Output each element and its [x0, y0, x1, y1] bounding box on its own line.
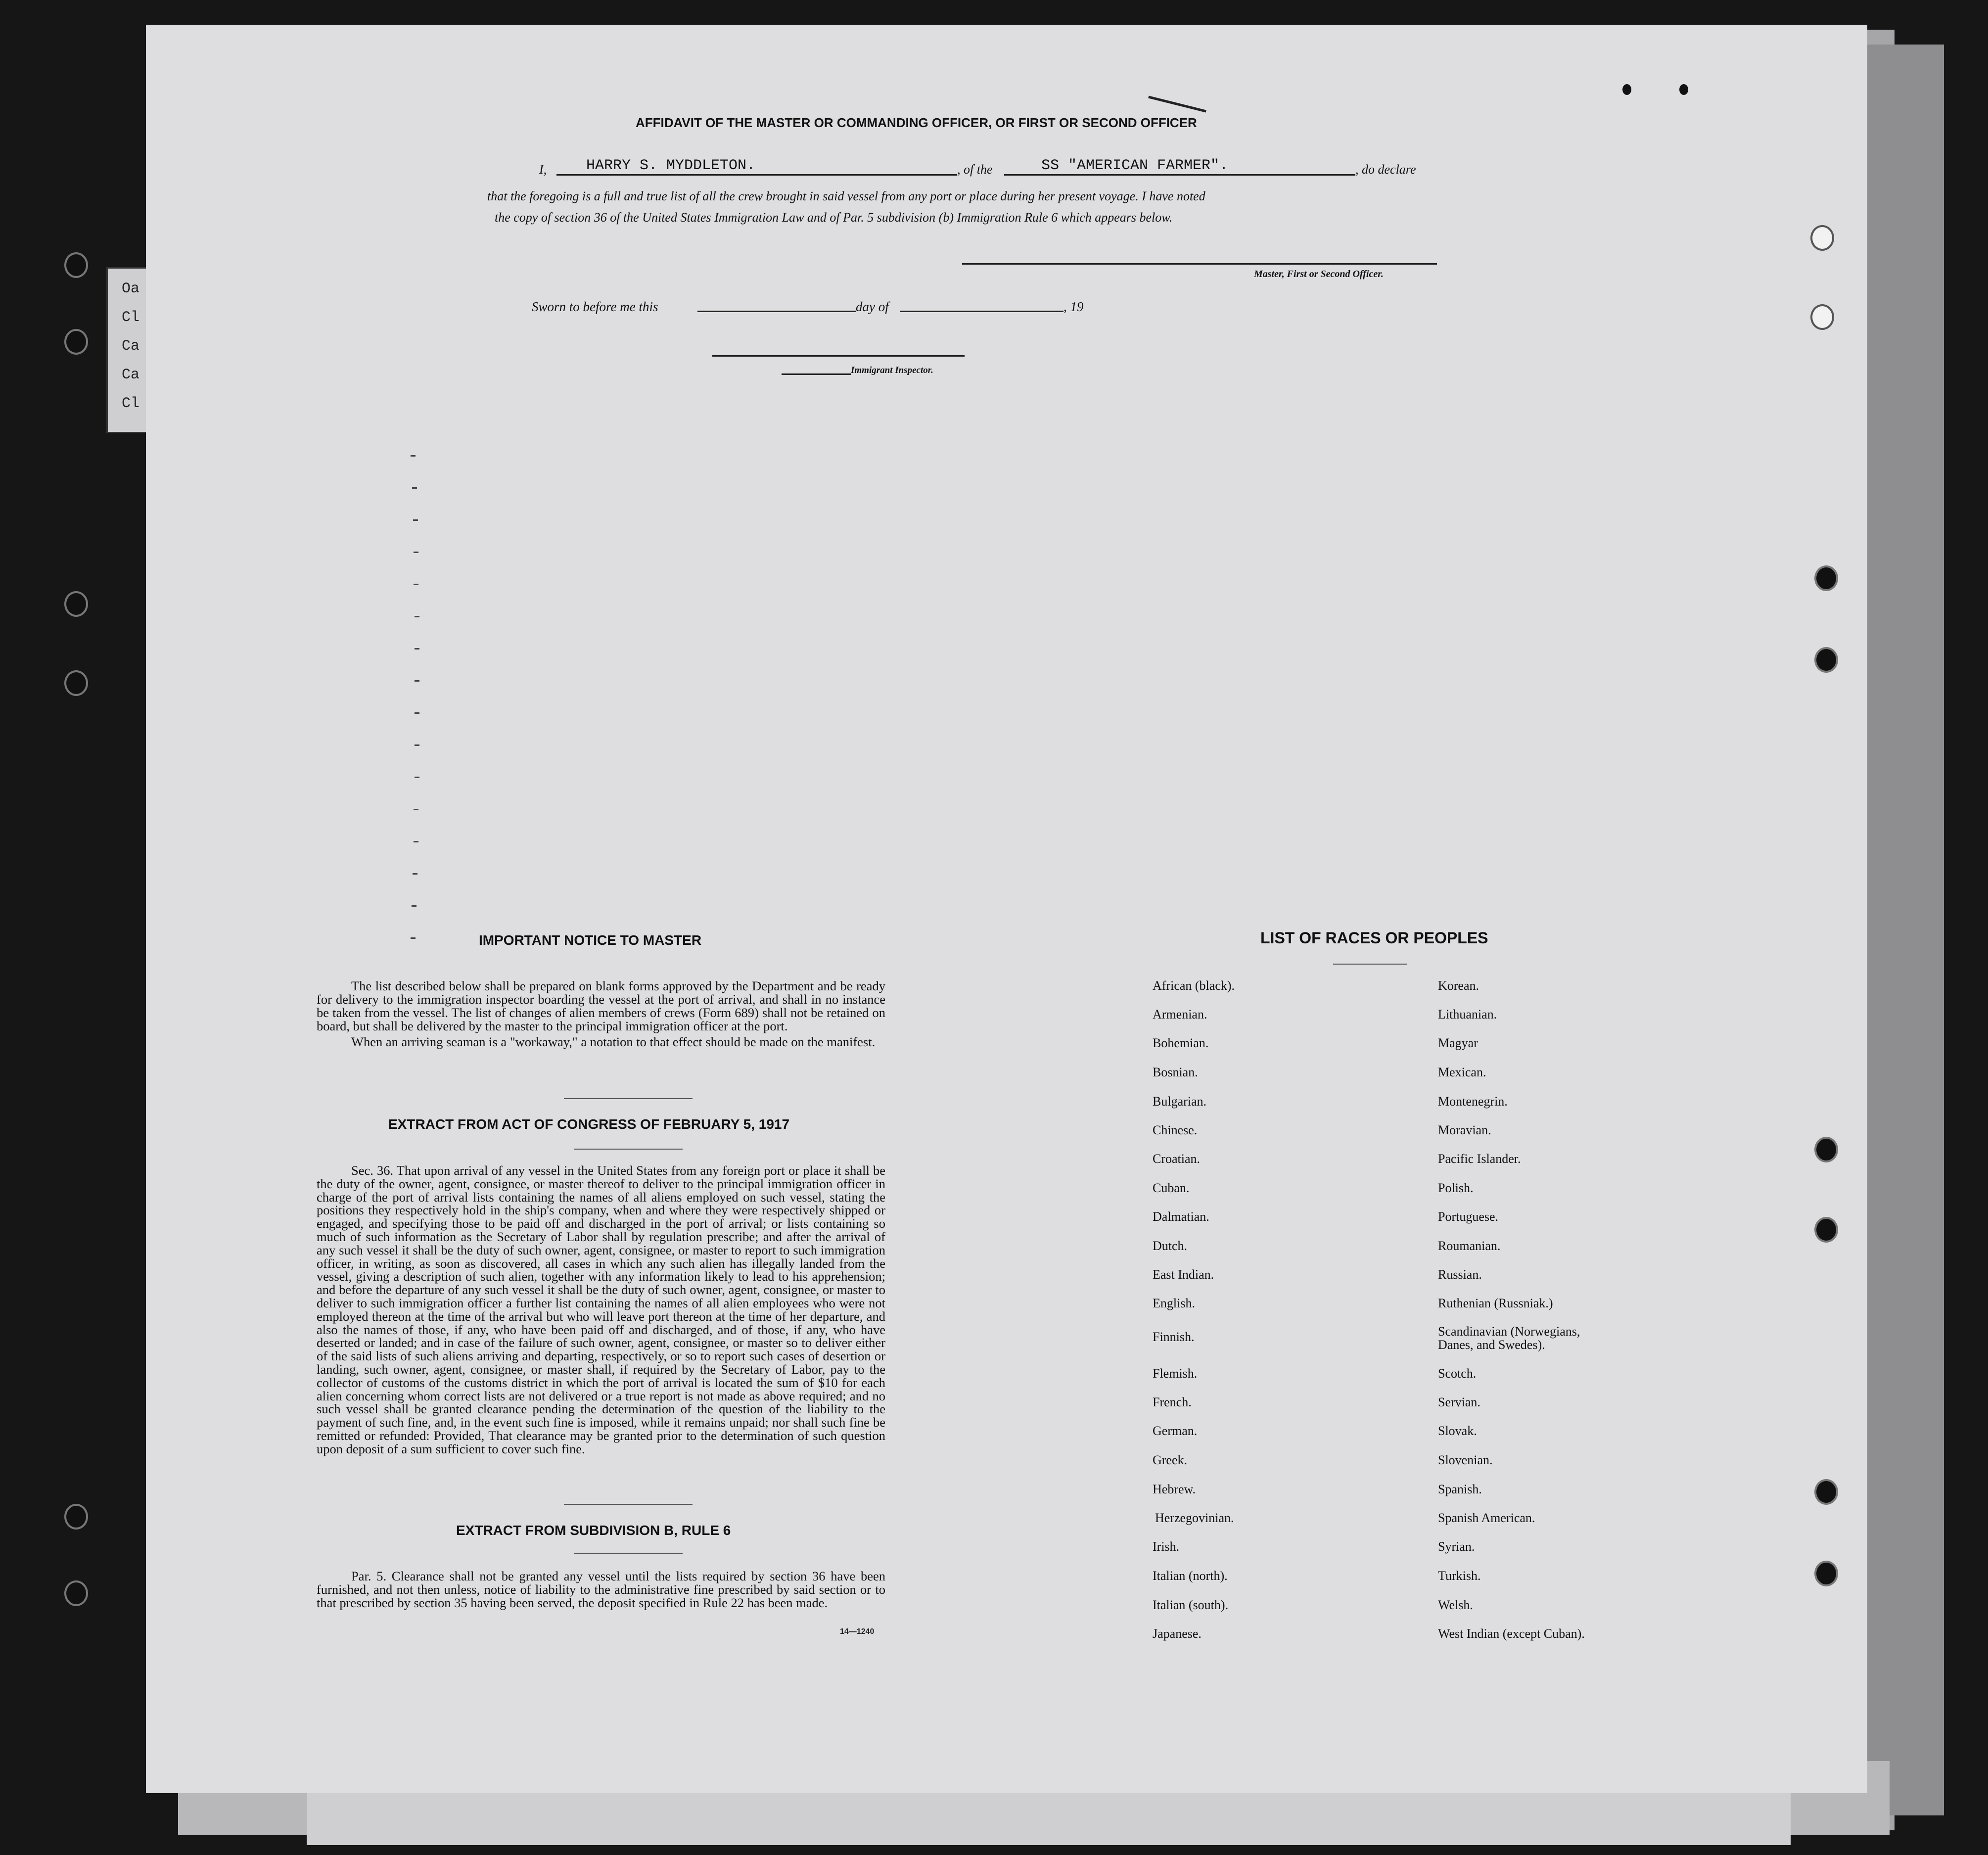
race-entry: Montenegrin.	[1438, 1094, 1508, 1109]
race-entry: Pacific Islander.	[1438, 1152, 1521, 1166]
rule-extract-text: Par. 5. Clearance shall not be granted any vessel until the lists required by section 36 have been furnished, and not then unless, notice of liability to the administrative fine prescribed by said section or to that prescribed by section 35 having been served, the deposit specified in Rule 22 has been made.	[317, 1569, 885, 1610]
side-tab-line: Cl	[122, 309, 140, 326]
side-tab-card	[106, 267, 149, 433]
act-extract-title: EXTRACT FROM ACT OF CONGRESS OF FEBRUARY 5, 1917	[388, 1116, 790, 1132]
section-divider	[574, 1553, 683, 1554]
race-entry: Turkish.	[1438, 1569, 1481, 1583]
race-entry: Scotch.	[1438, 1366, 1477, 1381]
race-entry: Bulgarian.	[1153, 1094, 1207, 1109]
master-signature-label: Master, First or Second Officer.	[1254, 269, 1384, 279]
margin-mark	[415, 648, 419, 649]
race-entry: Armenian.	[1153, 1007, 1207, 1021]
binder-hole	[1814, 1479, 1838, 1505]
race-entry: Mexican.	[1438, 1065, 1486, 1079]
margin-mark	[414, 584, 418, 585]
margin-mark	[412, 905, 416, 907]
binder-hole	[64, 329, 88, 355]
binder-hole	[1814, 1217, 1838, 1243]
race-entry: Italian (north).	[1153, 1569, 1228, 1583]
binder-hole	[1814, 1561, 1838, 1586]
form-number: 14—1240	[840, 1627, 875, 1636]
race-entry: Bosnian.	[1153, 1065, 1198, 1079]
do-declare-label: , do declare	[1355, 162, 1416, 177]
race-entry: Slovak.	[1438, 1424, 1477, 1438]
affidavit-line-3: the copy of section 36 of the United States Immigration Law and of Par. 5 subdivision (b) Immigration Rule 6 which appears below.	[495, 210, 1173, 225]
race-entry: Ruthenian (Russniak.)	[1438, 1296, 1553, 1310]
race-entry: Hebrew.	[1153, 1482, 1196, 1496]
race-entry: Cuban.	[1153, 1181, 1190, 1195]
race-entry: Finnish.	[1153, 1330, 1195, 1344]
race-entry: Russian.	[1438, 1267, 1482, 1282]
punch-mark	[1622, 84, 1631, 95]
race-entry: Slovenian.	[1438, 1453, 1493, 1467]
binder-hole	[1810, 225, 1834, 251]
race-entry: German.	[1153, 1424, 1198, 1438]
race-entry: Dutch.	[1153, 1239, 1188, 1253]
race-entry: Japanese.	[1153, 1626, 1202, 1641]
race-entry: Irish.	[1153, 1539, 1180, 1554]
master-name: HARRY S. MYDDLETON.	[586, 157, 756, 174]
race-entry: Korean.	[1438, 978, 1479, 993]
race-entry: English.	[1153, 1296, 1195, 1310]
binder-hole	[1810, 304, 1834, 330]
inspector-label: Immigrant Inspector.	[851, 365, 933, 375]
race-entry: Magyar	[1438, 1036, 1478, 1050]
race-entry: Spanish.	[1438, 1482, 1482, 1496]
race-entry: Flemish.	[1153, 1366, 1198, 1381]
sworn-day-line	[697, 311, 856, 312]
side-tab-line: Oa	[122, 280, 140, 297]
race-entry: Dalmatian.	[1153, 1209, 1209, 1224]
binder-hole	[1814, 647, 1838, 673]
race-entry: African (black).	[1153, 978, 1235, 993]
race-entry: Welsh.	[1438, 1598, 1473, 1612]
margin-mark	[411, 455, 416, 457]
section-divider	[564, 1098, 693, 1099]
binder-hole	[1814, 565, 1838, 591]
affidavit-line-2: that the foregoing is a full and true list of all the crew brought in said vessel from any port or place during her present voyage. I have noted	[487, 189, 1205, 203]
margin-mark	[411, 937, 416, 939]
margin-mark	[413, 519, 418, 521]
margin-mark	[415, 616, 419, 617]
vessel-line	[1004, 174, 1355, 176]
margin-mark	[413, 873, 417, 875]
margin-mark	[415, 680, 419, 682]
affidavit-title: AFFIDAVIT OF THE MASTER OR COMMANDING OFFICER, OR FIRST OR SECOND OFFICER	[636, 115, 1197, 130]
signature-line	[962, 263, 1437, 265]
races-title: LIST OF RACES OR PEOPLES	[1260, 929, 1488, 947]
section-divider	[564, 1504, 693, 1505]
year-label: , 19	[1063, 299, 1084, 314]
race-entry: Syrian.	[1438, 1539, 1475, 1554]
margin-mark	[414, 841, 418, 842]
side-tab-line: Ca	[122, 367, 140, 383]
margin-mark	[414, 809, 418, 810]
section-divider	[574, 1149, 683, 1150]
underlying-page-bottom-2	[307, 1786, 1791, 1845]
race-entry: East Indian.	[1153, 1267, 1214, 1282]
rule-extract-body	[317, 1570, 885, 1610]
vessel-name: SS "AMERICAN FARMER".	[1041, 157, 1229, 174]
name-line	[556, 174, 957, 176]
race-entry: Herzegovinian.	[1155, 1511, 1234, 1525]
race-entry: Polish.	[1438, 1181, 1474, 1195]
race-entry: Portuguese.	[1438, 1209, 1499, 1224]
sworn-month-line	[900, 311, 1063, 312]
margin-mark	[415, 744, 419, 746]
inspector-prefix-line	[782, 373, 851, 375]
binder-hole	[64, 591, 88, 617]
race-entry: Croatian.	[1153, 1152, 1201, 1166]
race-entry: Scandinavian (Norwegians, Danes, and Swedes).	[1438, 1324, 1580, 1352]
races-divider	[1333, 964, 1407, 965]
binder-hole	[64, 1580, 88, 1606]
race-entry: Greek.	[1153, 1453, 1188, 1467]
punch-mark	[1679, 84, 1688, 95]
race-entry: Servian.	[1438, 1395, 1480, 1409]
side-tab-line: Ca	[122, 338, 140, 355]
margin-mark	[415, 777, 419, 778]
race-entry: Bohemian.	[1153, 1036, 1209, 1050]
notice-paragraph-1: The list described below shall be prepared on blank forms approved by the Department and be ready for delivery to the immigration inspector boarding the vessel at the port of arrival, and shall in no instance be taken from the vessel. The list of changes of alien members of crews (Form 689) shall not be retained on board, but shall be delivered by the master to the principal immigration officer at the port.	[317, 978, 885, 1033]
sworn-label: Sworn to before me this	[532, 299, 658, 314]
binder-hole	[1814, 1137, 1838, 1162]
rule-extract-title: EXTRACT FROM SUBDIVISION B, RULE 6	[456, 1523, 731, 1538]
side-tab-line: Cl	[122, 395, 140, 412]
notice-paragraph-2: When an arriving seaman is a "workaway," a notation to that effect should be made on the manifest.	[351, 1034, 876, 1049]
act-extract-body	[317, 1164, 885, 1456]
margin-mark	[415, 712, 419, 714]
affidavit-prefix: I,	[539, 162, 547, 177]
binder-hole	[64, 670, 88, 696]
race-entry: Roumanian.	[1438, 1239, 1501, 1253]
act-extract-text: Sec. 36. That upon arrival of any vessel in the United States from any foreign port or place it shall be the duty of the owner, agent, consignee, or master thereof to deliver to the principal immigration officer in charge of the port of arrival lists containing the names of all aliens employed on such vessel, stating the positions they respectively hold in the ship's company, when and where they were respectively shipped or engaged, and specifying those to be paid off and discharged in the port of arrival; or lists containing so much of such information as the Secretary of Labor shall by regulation prescribe; and after the arrival of any such vessel it shall be the duty of such owner, agent, consignee, or master to report to such immigration officer, in writing, as soon as discovered, all cases in which any such alien has illegally landed from the vessel, giving a description of such alien, together with any information likely to lead to his apprehension; and before the departure of any such vessel it shall be the duty of such owner, agent, consignee, or master to deliver to such immigration officer a further list containing the names of all alien employees who were not employed thereon at the time of the arrival but who will leave port thereon at the time of her departure, and also the names of those, if any, who have been paid off and discharged, and of those, if any, who have deserted or landed; and in case of the failure of such owner, agent, consignee, or master so to deliver either of the said lists of such aliens arriving and departing, respectively, or so to report such cases of desertion or landing, such owner, agent, consignee, or master shall, if required by the Secretary of Labor, pay to the collector of customs of the customs district in which the port of arrival is located the sum of $10 for each alien concerning whom correct lists are not delivered or a true report is not made as above required; and no such vessel shall be granted clearance pending the determination of the question of the liability to the payment of such fine, and, in the event such fine is imposed, while it remains unpaid; nor shall such fine be remitted or refunded: Provided, That clearance may be granted prior to the determination of such question upon deposit of a sum sufficient to cover such fine.	[317, 1163, 885, 1456]
margin-mark	[414, 552, 418, 553]
race-entry: West Indian (except Cuban).	[1438, 1626, 1585, 1641]
of-the-label: , of the	[957, 162, 993, 177]
race-entry: Italian (south).	[1153, 1598, 1229, 1612]
document-page	[146, 25, 1867, 1793]
notice-body	[317, 979, 885, 1049]
race-entry: Lithuanian.	[1438, 1007, 1497, 1021]
binder-hole	[64, 1504, 88, 1530]
race-entry: Spanish American.	[1438, 1511, 1535, 1525]
binder-hole	[64, 252, 88, 278]
race-entry: Chinese.	[1153, 1123, 1198, 1137]
margin-mark	[412, 487, 417, 489]
inspector-signature-line	[712, 355, 965, 357]
notice-title: IMPORTANT NOTICE TO MASTER	[479, 932, 702, 948]
race-entry: French.	[1153, 1395, 1192, 1409]
race-entry: Moravian.	[1438, 1123, 1491, 1137]
day-of-label: day of	[856, 299, 889, 314]
